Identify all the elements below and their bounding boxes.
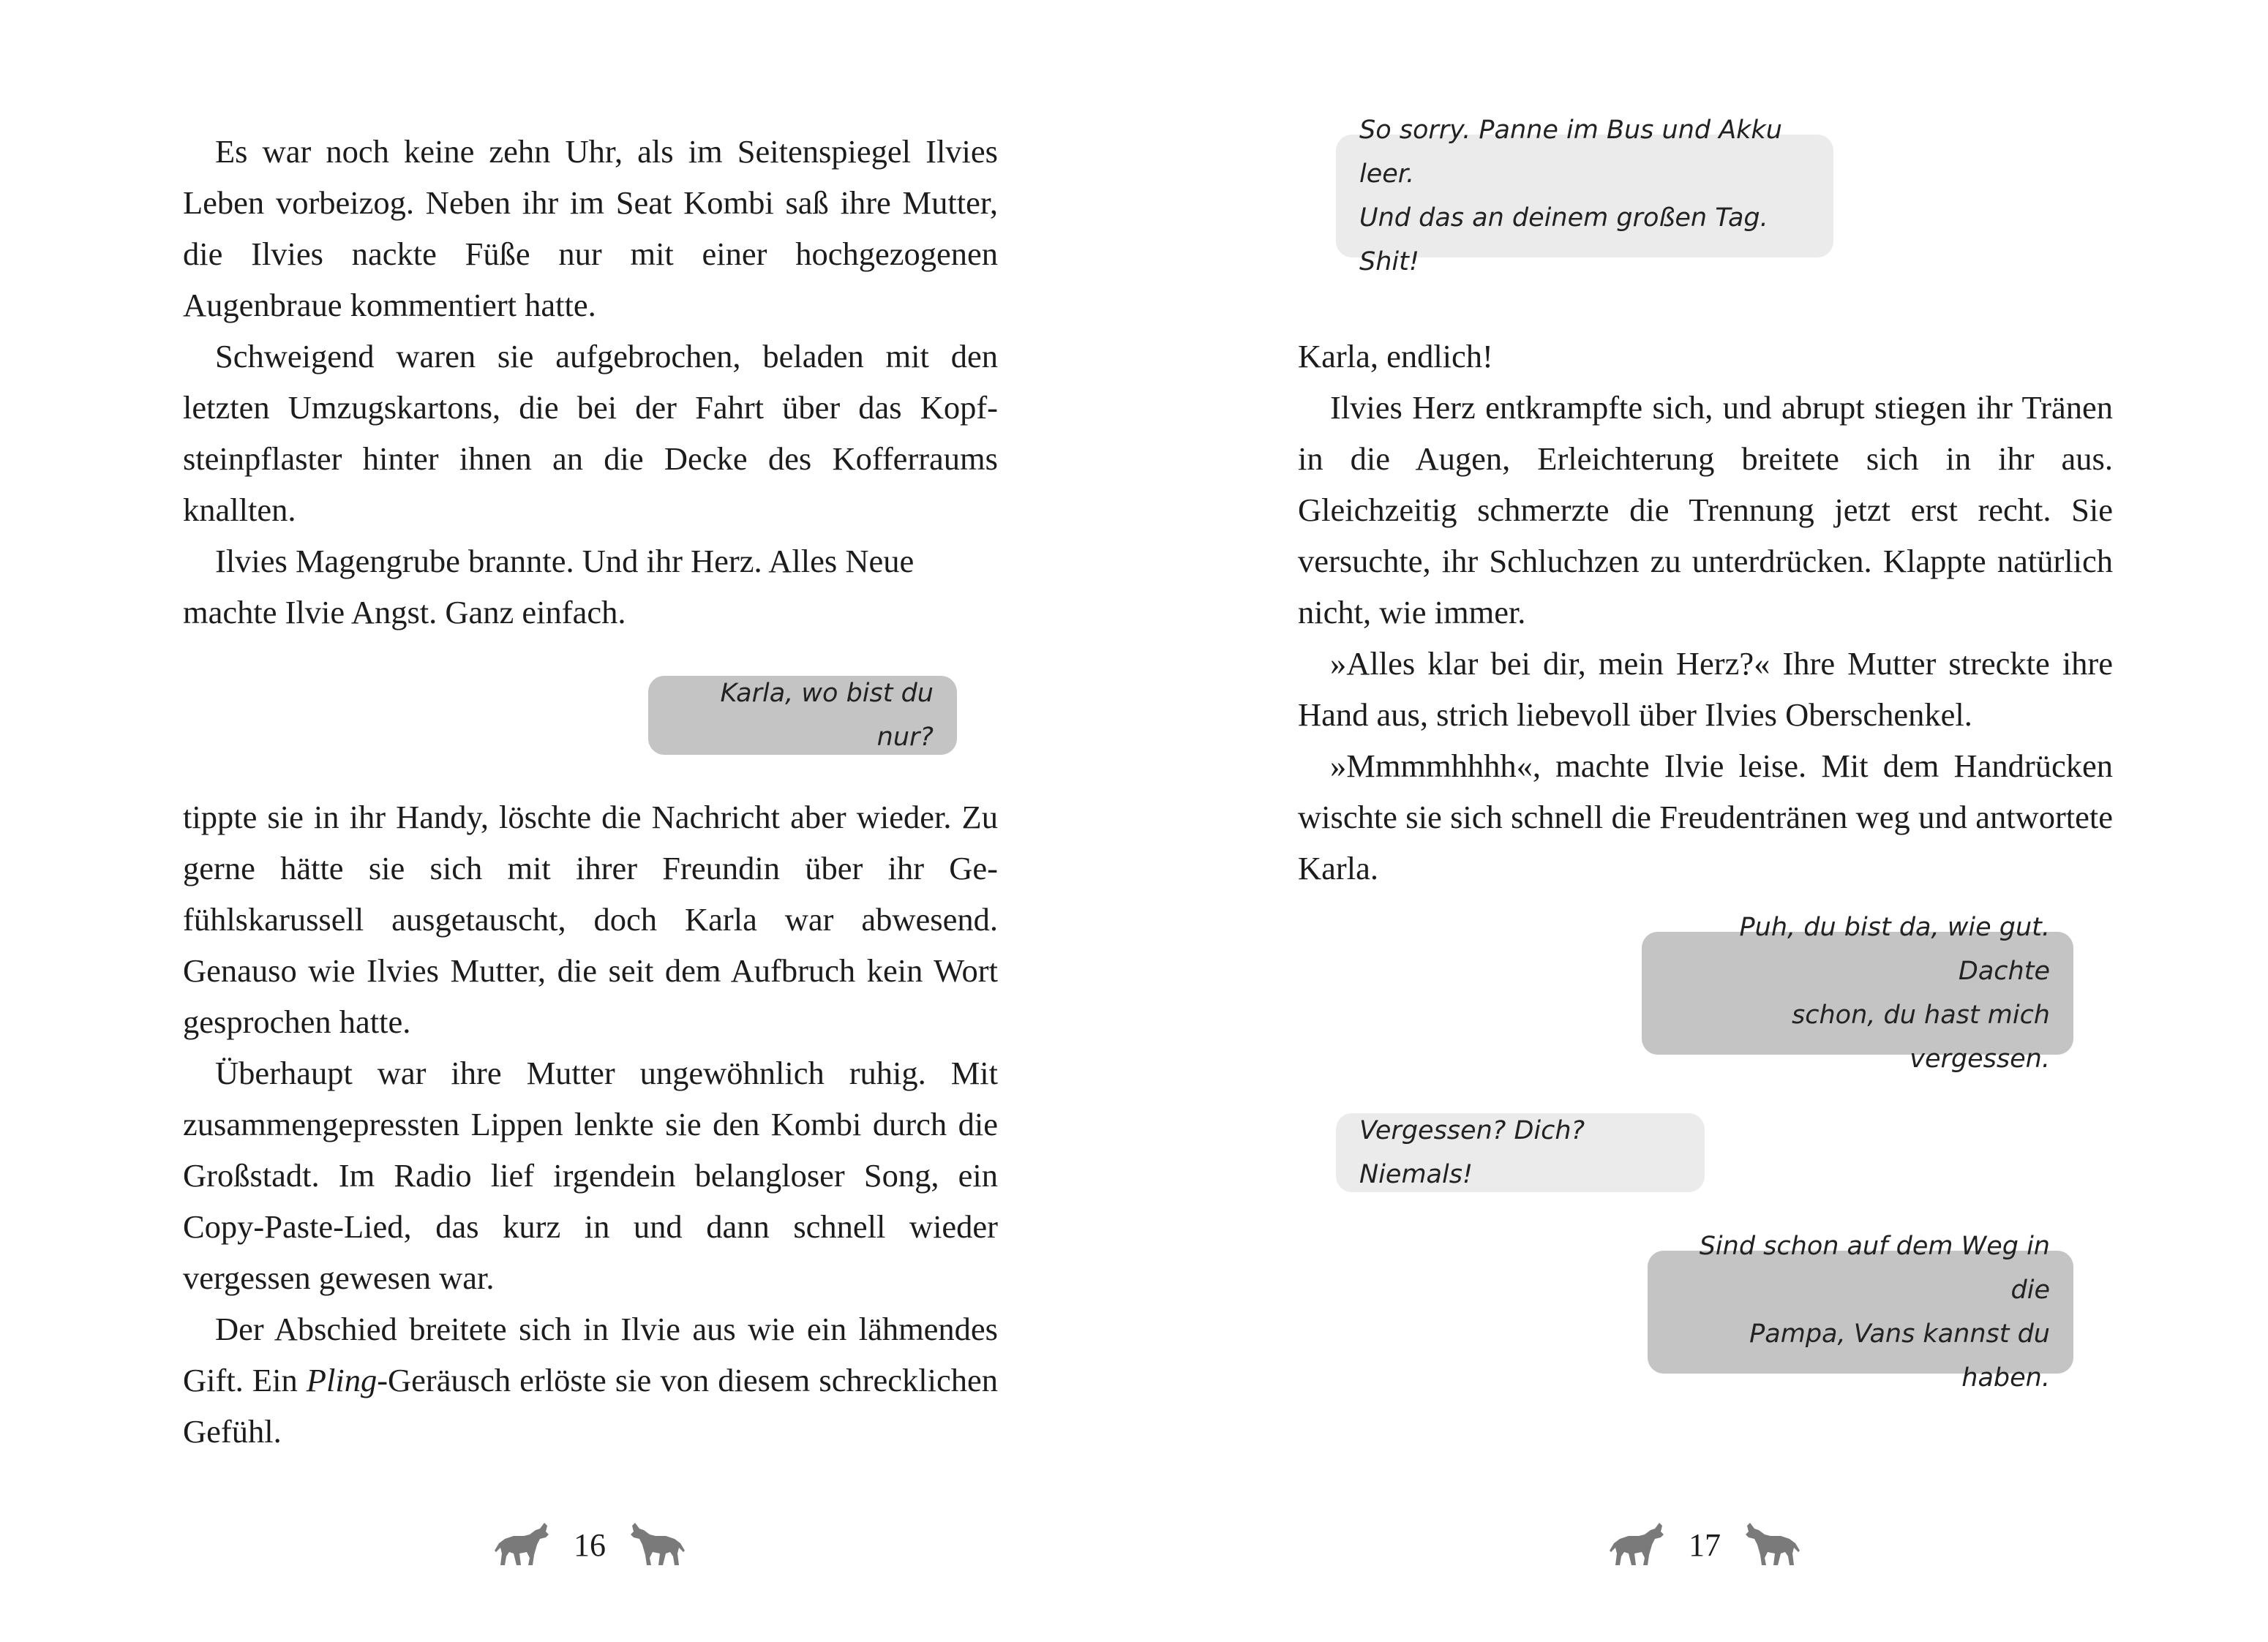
- page-number: 16: [574, 1527, 606, 1563]
- paragraph: Es war noch keine zehn Uhr, als im Seitenspiegel Ilvies Leben vorbeizog. Neben ihr im Seat Kombi saß ihre Mutter, die Ilvies nackte Füße nur mit einer hochgezogenen Augenbraue kommentiert hatte.: [183, 133, 998, 323]
- right-page: [1134, 0, 2268, 1642]
- message-bubble-outgoing: [648, 676, 957, 755]
- paragraph: Karla, endlich!: [1298, 338, 1493, 374]
- paragraph: tippte sie in ihr Handy, löschte die Nachricht aber wieder. Zu gerne hätte sie sich mit ihrer Freundin über ihr Gefühlskarussell ausgetauscht, doch Karla war abwesend. Genauso wie Ilvies Mutter, die seit dem Aufbruch kein Wort gesprochen hatte.: [183, 799, 998, 1040]
- paragraph: [183, 1303, 998, 1457]
- page-number: 17: [1689, 1527, 1721, 1563]
- paragraph: Schweigend waren sie aufgebrochen, beladen mit den letzten Umzugskartons, die bei der Fahrt über das Kopfsteinpflaster hinter ihnen an die Decke des Kofferraums knallten.: [183, 338, 998, 528]
- message-bubble-outgoing: [1642, 913, 2073, 1074]
- right-text-block: [1298, 331, 2113, 894]
- message-text: [1359, 108, 1810, 284]
- left-text-block-top: [183, 126, 998, 638]
- message-bubble-incoming: [1336, 1113, 1705, 1192]
- paragraph: »Alles klar bei dir, mein Herz?« Ihre Mutter streckte ihre Hand aus, strich liebevoll über Ilvies Oberschenkel.: [1298, 645, 2113, 733]
- page-footer: [443, 1513, 736, 1578]
- message-line: Puh, du bist da, wie gut. Dachte: [1739, 913, 2050, 986]
- message-bubble-outgoing: [1648, 1232, 2073, 1393]
- emphasis-text: Pling: [306, 1362, 378, 1398]
- paragraph: Überhaupt war ihre Mutter ungewöhnlich ruhig. Mit zusammengepressten Lippen lenkte sie den Kombi durch die Großstadt. Im Radio lief irgendein belangloser Song, ein Copy-Paste-Lied, das kurz in und dann schnell wieder vergessen gewesen war.: [183, 1055, 998, 1296]
- wolf-icon: [492, 1520, 550, 1571]
- message-text: Vergessen? Dich? Niemals!: [1359, 1116, 1585, 1189]
- wolf-icon: [1607, 1520, 1665, 1571]
- message-line: Pampa, Vans kannst du haben.: [1749, 1319, 2050, 1393]
- paragraph: Ilvies Magengrube brannte. Und ihr Herz. Alles Neue machte Ilvie Angst. Ganz einfach.: [183, 543, 915, 630]
- message-text: Karla, wo bist du nur?: [720, 679, 934, 752]
- message-bubble-incoming: [1336, 116, 1833, 276]
- wolf-icon: [629, 1520, 688, 1571]
- page-footer: [1558, 1513, 1851, 1578]
- paragraph-text: Der Abschied breitete sich in Ilvie aus wie ein lähmendes Gift. Ein: [183, 1311, 998, 1398]
- paragraph: »Mmmmhhhh«, machte Ilvie leise. Mit dem Handrücken wischte sie sich schnell die Freudentränen weg und antwortete Karla.: [1298, 747, 2113, 886]
- message-line: Und das an deinem großen Tag. Shit!: [1359, 203, 1768, 276]
- message-text: [1665, 905, 2050, 1081]
- message-line: Sind schon auf dem Weg in die: [1699, 1232, 2050, 1305]
- message-text: [1671, 1224, 2050, 1400]
- wolf-icon: [1744, 1520, 1803, 1571]
- message-line: schon, du hast mich vergessen.: [1792, 1001, 2050, 1074]
- paragraph: Ilvies Herz entkrampfte sich, und abrupt stiegen ihr Tränen in die Augen, Erleichterung breitete sich in ihr aus. Gleichzeitig schmerzte die Trennung jetzt erst recht. Sie versuchte, ihr Schluchzen zu unterdrücken. Klappte natürlich nicht, wie immer.: [1298, 389, 2113, 630]
- message-line: So sorry. Panne im Bus und Akku leer.: [1359, 116, 1782, 189]
- paragraph-text: -Geräusch erlöste sie von diesem schrecklichen Gefühl.: [183, 1362, 998, 1450]
- left-text-block-bottom: [183, 791, 998, 1457]
